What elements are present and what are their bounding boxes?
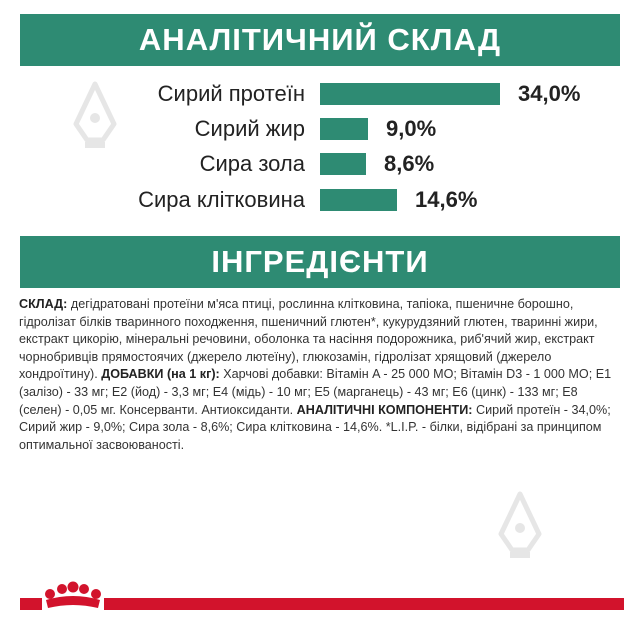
ingredients-banner — [20, 236, 620, 288]
bar — [320, 153, 366, 175]
composition-label: СКЛАД: — [19, 297, 68, 311]
footer-red-line-left — [20, 598, 42, 610]
pen-nib-watermark-icon-bottom — [495, 490, 545, 560]
additives-text: Харчові добавки: Вітамін A - 25 000 МО; Вітамін D3 - 1 000 МО; E1 (залізо) - 33 мг; E2 (йод) - 3,3 мг; E4 (мідь) - 10 мг; E5 (марганець) - 43 мг; E6 (цинк) - 133 мг; E8 (селен) - 0,05 мг. Консерванти. Антиоксиданти. — [19, 367, 612, 417]
additives-label: ДОБАВКИ (на 1 кг): — [101, 367, 220, 382]
bar-value-label: 34,0% — [518, 81, 581, 106]
bar-category-label: Сирий жир — [194, 116, 305, 141]
bar-value-label: 9,0% — [386, 116, 437, 141]
bar-category-label: Сира клітковина — [138, 187, 305, 212]
bar-row — [0, 185, 640, 215]
bar — [320, 83, 500, 105]
footer-red-line — [104, 598, 624, 610]
analytic-composition-banner — [20, 14, 620, 66]
bar-category-label: Сирий протеїн — [157, 81, 305, 106]
analytic-composition-title: АНАЛІТИЧНИЙ СКЛАД — [138, 22, 502, 57]
bar — [320, 118, 368, 140]
bar — [320, 189, 397, 211]
bar-row — [0, 149, 640, 179]
analytic-components-text: Сирий протеїн - 34,0%; Сирий жир - 9,0%; Сира зола - 8,6%; Сира клітковина - 14,6%. *L.I.P. - білки, відібрані за принципом оптимальної засвоюваності. — [19, 402, 611, 452]
royal-crown-logo-icon — [40, 580, 106, 612]
analytic-components-label: АНАЛІТИЧНІ КОМПОНЕНТИ: — [296, 402, 473, 417]
bar-row — [0, 79, 640, 109]
bar-value-label: 14,6% — [415, 187, 478, 212]
bar-row — [0, 114, 640, 144]
composition-text: дегідратовані протеїни м'яса птиці, рослинна клітковина, тапіока, пшеничне борошно, гідролізат білків тваринного походження, пшеничний глютен*, кукурудзяний глютен, тваринні жири, екстракт цикорію, мінеральні речовини, оболонка та насіння подорожника, риб'ячий жир, екстракт чорнобривців прямостоячих (джерело лютеїну), глюкозамін, гідролізат хрящовий (джерело хондроїтину). — [19, 297, 598, 382]
bar-value-label: 8,6% — [384, 151, 435, 176]
ingredients-text — [19, 296, 619, 454]
bar-category-label: Сира зола — [199, 151, 305, 176]
ingredients-title: ІНГРЕДІЄНТИ — [211, 244, 429, 279]
